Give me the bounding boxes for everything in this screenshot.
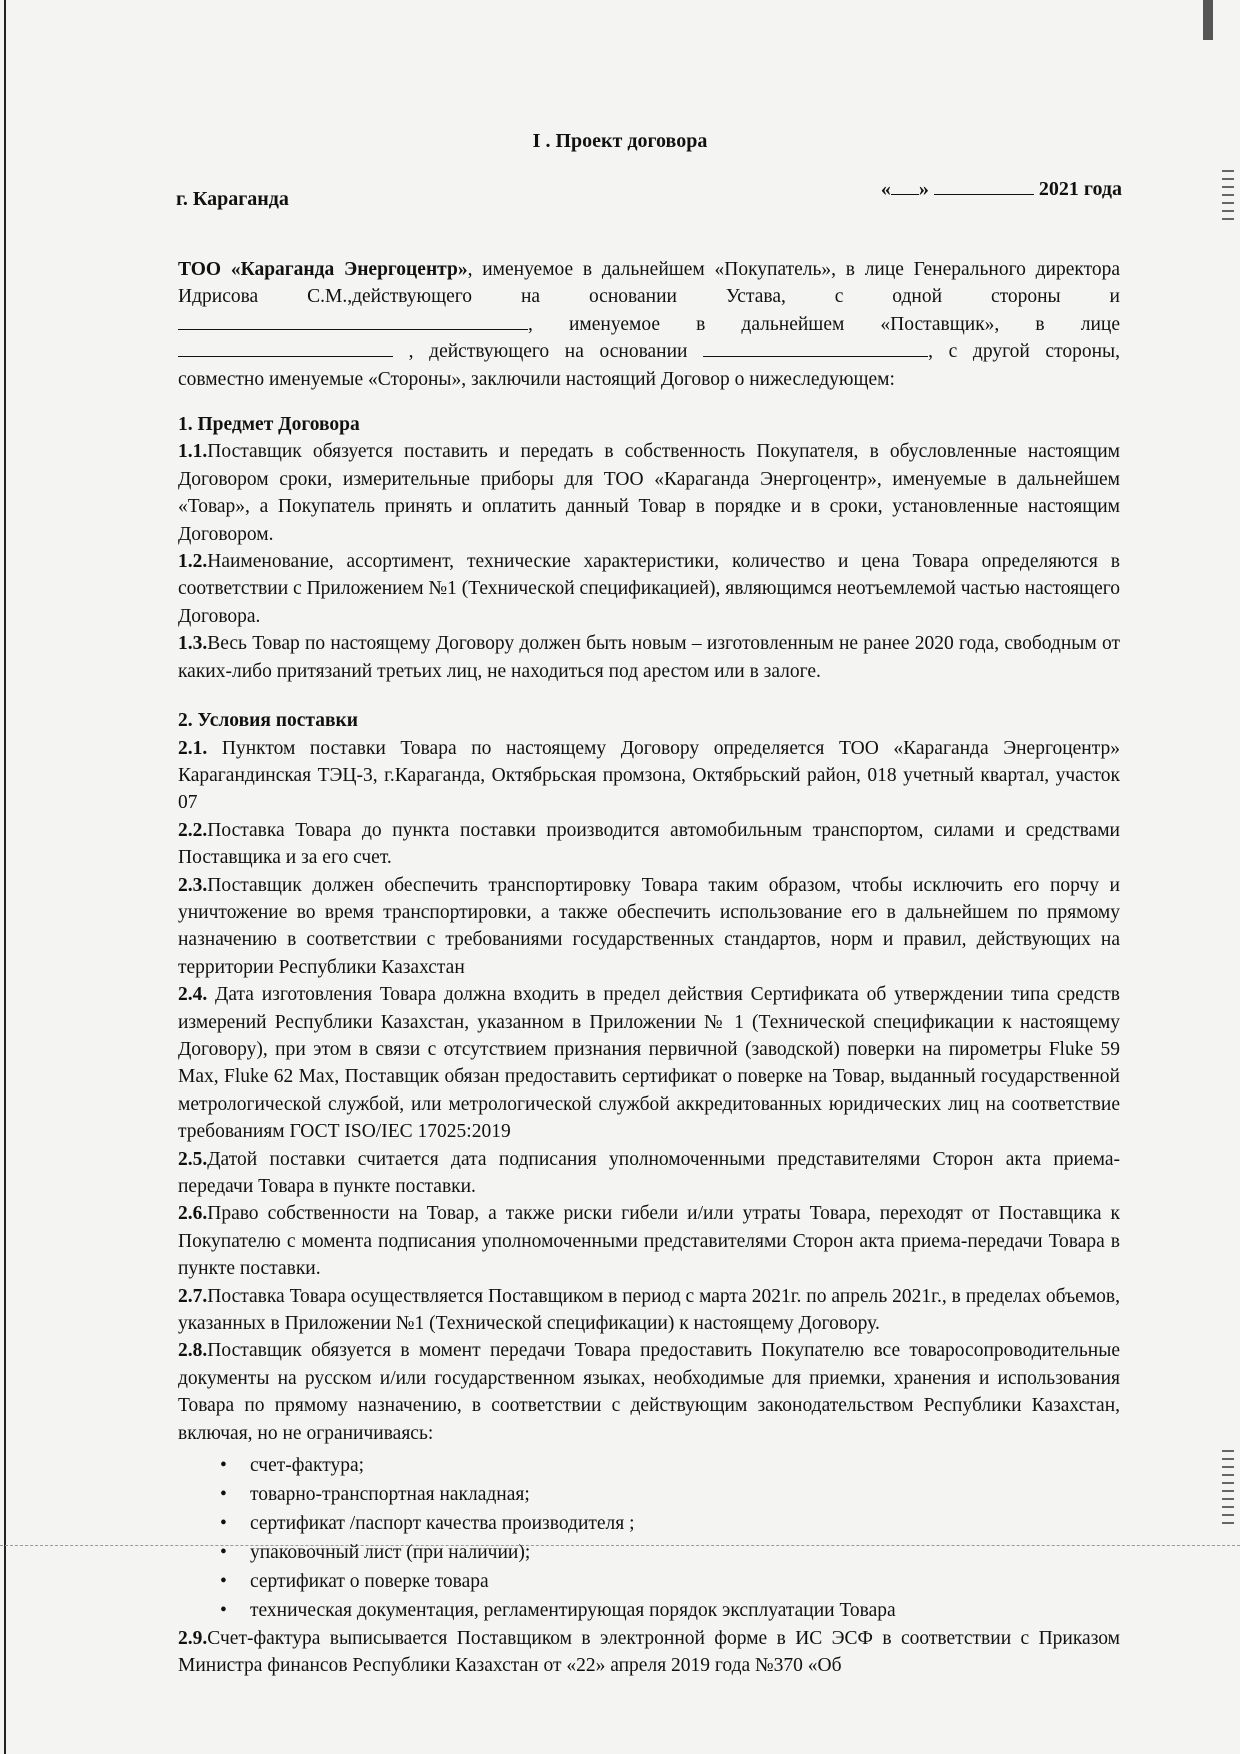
clause-2-5 [178, 1146, 1120, 1201]
clause-2-9 [178, 1625, 1120, 1680]
clause-text: Поставщик обязуется в момент передачи Товара предоставить Покупателю все товаросопроводительные документы на русском и/или государственном языках, необходимые для приемки, хранения и использования Товара по прямому назначению, в соответствии с действующим законодательством Республики Казахстан, включая, но не ограничиваясь: [178, 1340, 1120, 1444]
clause-text: Датой поставки считается дата подписания уполномоченными представителями Сторон акта приема-передачи Товара в пункте поставки. [178, 1148, 1120, 1197]
list-item: • счет-фактура; [178, 1451, 1120, 1480]
preamble-text-2: , именуемое в дальнейшем «Поставщик», в лице [528, 313, 1120, 335]
representative-blank [178, 340, 393, 357]
date-line [881, 178, 1122, 201]
clause-number: 2.3. [178, 874, 208, 896]
clause-number: 2.1. [178, 737, 208, 759]
clause-number: 2.6. [178, 1203, 208, 1225]
clause-2-6 [178, 1200, 1120, 1282]
city-label: г. Караганда [176, 188, 289, 210]
list-item: • сертификат о поверке товара [178, 1567, 1120, 1596]
preamble-text-4: , с другой стороны, совместно именуемые «Стороны», заключили настоящий Договор о нижеследующем: [178, 341, 1121, 390]
clause-text: Поставщик обязуется поставить и передать в собственность Покупателя, в обусловленные настоящим Договором сроки, измерительные приборы для ТОО «Караганда Энергоцентр», именуемые в дальнейшем «Товар», а Покупатель принять и оплатить данный Товар в порядке и в сроки, установленные настоящим Договором. [178, 441, 1120, 545]
clause-text: Поставка Товара до пункта поставки производится автомобильным транспортом, силами и средствами Поставщика и за его счет. [178, 819, 1120, 869]
preamble [178, 256, 1120, 393]
date-close-quote: » [918, 178, 929, 200]
month-blank [934, 180, 1034, 195]
list-item: • товарно-транспортная накладная; [178, 1480, 1120, 1509]
section-1-title: 1. Предмет Договора [178, 414, 360, 436]
clause-1-3 [178, 630, 1120, 685]
document-title: I . Проект договора [532, 130, 708, 152]
list-item: • упаковочный лист (при наличии); [178, 1538, 1120, 1567]
clause-number: 2.5. [178, 1148, 208, 1170]
clause-text: Поставщик должен обеспечить транспортировку Товара таким образом, чтобы исключить его порчу и уничтожение во время транспортировки, а также обеспечить использование его в дальнейшем по прямому назначению в соответствии с требованиями государственных стандартов, норм и правил, действующих на территории Республики Казахстан [178, 874, 1120, 978]
section-2-title: 2. Условия поставки [178, 710, 358, 732]
clause-1-2 [178, 548, 1120, 630]
clause-2-2 [178, 817, 1120, 872]
clause-number: 2.8. [178, 1340, 208, 1362]
list-item: • сертификат /паспорт качества производителя ; [178, 1509, 1120, 1538]
day-blank [891, 180, 919, 195]
clause-text: Право собственности на Товар, а также риски гибели и/или утраты Товара, переходят от Поставщика к Покупателю с момента подписания уполномоченными представителями Сторон акта приема-передачи Товара в пункте поставки. [178, 1203, 1120, 1280]
contract-body [178, 256, 1120, 1680]
clause-text: Счет-фактура выписывается Поставщиком в электронной форме в ИС ЭСФ в соответствии с Приказом Министра финансов Республики Казахстан от «22» апреля 2019 года №370 «Об [178, 1628, 1120, 1677]
clause-number: 1.1. [178, 441, 208, 463]
clause-2-7 [178, 1283, 1120, 1338]
basis-blank [703, 340, 928, 357]
date-year: 2021 года [1038, 178, 1122, 200]
clause-text: Пунктом поставки Товара по настоящему Договору определяется ТОО «Караганда Энергоцентр» Карагандинская ТЭЦ-3, г.Караганда, Октябрьская промзона, Октябрьский район, 018 учетный квартал, участок 07 [178, 737, 1120, 814]
scan-top-right-mark [1203, 0, 1213, 40]
clause-1-1 [178, 438, 1120, 548]
scan-right-marks [1222, 170, 1234, 226]
clause-number: 2.2. [178, 819, 208, 841]
list-item: • техническая документация, регламентирующая порядок эксплуатации Товара [178, 1596, 1120, 1625]
preamble-text-3: , действующего на основании [408, 341, 688, 363]
clause-text: Поставка Товара осуществляется Поставщиком в период с марта 2021г. по апрель 2021г., в пределах объемов, указанных в Приложении №1 (Технической спецификации) к настоящему Договору. [178, 1285, 1120, 1335]
required-documents-list [178, 1451, 1120, 1625]
party-buyer: ТОО «Караганда Энергоцентр» [178, 259, 468, 280]
clause-2-4 [178, 981, 1120, 1145]
clause-2-1 [178, 735, 1120, 817]
scan-left-edge [4, 0, 6, 1754]
supplier-name-blank [178, 313, 528, 330]
clause-2-8 [178, 1337, 1120, 1447]
clause-2-3 [178, 872, 1120, 982]
scan-right-marks-lower [1222, 1450, 1234, 1530]
clause-text: Дата изготовления Товара должна входить в предел действия Сертификата об утверждении типа средств измерений Республики Казахстан, указанном в Приложении № 1 (Технической спецификации к настоящему Договору), при этом в связи с отсутствием признания первичной (заводской) поверки на пирометры Fluke 59 Max, Fluke 62 Max, Поставщик обязан предоставить сертификат о поверке на Товар, выданный государственной метрологической службой, или метрологической службой аккредитованных юридических лиц на соответствие требованиям ГОСТ ISO/IEC 17025:2019 [178, 984, 1120, 1143]
clause-number: 2.7. [178, 1285, 208, 1307]
clause-text: Весь Товар по настоящему Договору должен быть новым – изготовленным не ранее 2020 года, свободным от каких-либо притязаний третьих лиц, не находиться под арестом или в залоге. [178, 633, 1120, 682]
date-open-quote: « [880, 178, 891, 200]
preamble-text-1: , именуемое в дальнейшем «Покупатель», в лице Генерального директора Идрисова С.М.,действующего на основании Устава, с одной стороны и [178, 259, 1120, 308]
clause-number: 2.4. [178, 984, 208, 1006]
clause-text: Наименование, ассортимент, технические характеристики, количество и цена Товара определяются в соответствии с Приложением №1 (Технической спецификацией), являющимся неотъемлемой частью настоящего Договора. [178, 551, 1120, 627]
clause-number: 2.9. [178, 1628, 208, 1650]
clause-number: 1.2. [178, 551, 208, 573]
clause-number: 1.3. [178, 633, 208, 655]
